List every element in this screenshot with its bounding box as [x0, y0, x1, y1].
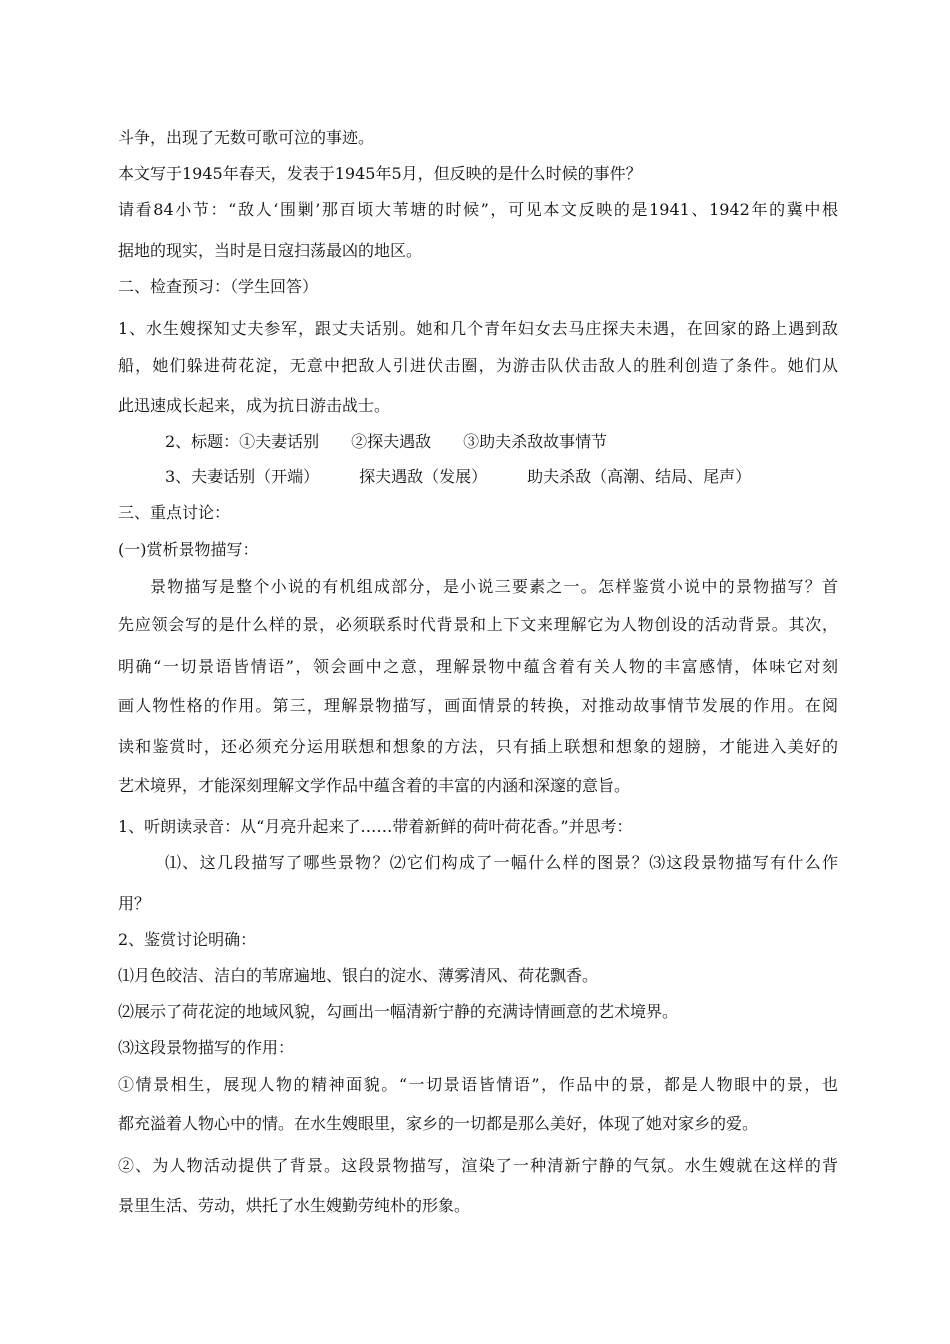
text-line: 1、听朗读录音：从“月亮升起来了……带着新鲜的荷叶荷花香。”并思考：	[118, 817, 633, 836]
text-line: 斗争，出现了无数可歌可泣的事迹。	[118, 128, 375, 147]
text-line: ⑴月色皎洁、洁白的苇席遍地、银白的淀水、薄雾清风、荷花飘香。	[118, 966, 599, 985]
text-line: ①情景相生，展现人物的精神面貌。“一切景语皆情语”，作品中的景，都是人物眼中的景，也	[118, 1075, 838, 1094]
text-line: 景物描写是整个小说的有机组成部分，是小说三要素之一。怎样鉴赏小说中的景物描写？首	[150, 577, 838, 596]
text-line: 先应领会写的是什么样的景，必须联系时代背景和上下文来理解它为人物创设的活动背景。其次，	[118, 615, 838, 634]
text-line: 船，她们躲进荷花淀，无意中把敌人引进伏击圈，为游击队伏击敌人的胜利创造了条件。她们从	[118, 356, 838, 375]
text-line: ⑴、这几段描写了哪些景物？⑵它们构成了一幅什么样的图景？⑶这段景物描写有什么作	[165, 853, 838, 872]
section-heading: 二、检查预习：（学生回答）	[118, 277, 319, 296]
text-line: 读和鉴赏时，还必须充分运用联想和想象的方法，只有插上联想和想象的翅膀，才能进入美好的	[118, 737, 838, 756]
text-line: 1、水生嫂探知丈夫参军，跟丈夫话别。她和几个青年妇女去马庄探夫未遇，在回家的路上遇到敌	[118, 319, 838, 338]
text-line: 画人物性格的作用。第三，理解景物描写，画面情景的转换，对推动故事情节发展的作用。在阅	[118, 696, 838, 715]
section-heading: 三、重点讨论：	[118, 503, 231, 522]
text-line: 艺术境界，才能深刻理解文学作品中蕴含着的丰富的内涵和深邃的意旨。	[118, 776, 631, 795]
text-line: 2、鉴赏讨论明确：	[118, 930, 257, 949]
text-line: 3、夫妻话别（开端） 探夫遇敌（发展） 助夫杀敌（高潮、结局、尾声）	[165, 467, 752, 486]
text-line: 明确“一切景语皆情语”，领会画中之意，理解景物中蕴含着有关人物的丰富感情，体味它对刻	[118, 657, 838, 676]
text-line: 请看84小节：“敌人‘围剿’那百顷大苇塘的时候”，可见本文反映的是1941、1942年的冀中根	[118, 200, 838, 219]
text-line: 2、标题：①夫妻话别 ②探夫遇敌 ③助夫杀敌故事情节	[165, 432, 608, 451]
text-line: ②、为人物活动提供了背景。这段景物描写，渲染了一种清新宁静的气氛。水生嫂就在这样的背	[118, 1156, 838, 1175]
text-line: 据地的现实，当时是日寇扫荡最凶的地区。	[118, 241, 423, 260]
subsection-heading: (一)赏析景物描写：	[118, 540, 259, 559]
text-line: ⑶这段景物描写的作用：	[118, 1038, 295, 1057]
text-line: 用？	[118, 894, 151, 913]
text-line: ⑵展示了荷花淀的地域风貌，勾画出一幅清新宁静的充满诗情画意的艺术境界。	[118, 1002, 679, 1021]
text-line: 都充溢着人物心中的情。在水生嫂眼里，家乡的一切都是那么美好，体现了她对家乡的爱。	[118, 1114, 759, 1133]
text-line: 景里生活、劳动，烘托了水生嫂勤劳纯朴的形象。	[118, 1196, 471, 1215]
text-line: 本文写于1945年春天，发表于1945年5月，但反映的是什么时候的事件？	[118, 164, 642, 183]
text-line: 此迅速成长起来，成为抗日游击战士。	[118, 396, 391, 415]
